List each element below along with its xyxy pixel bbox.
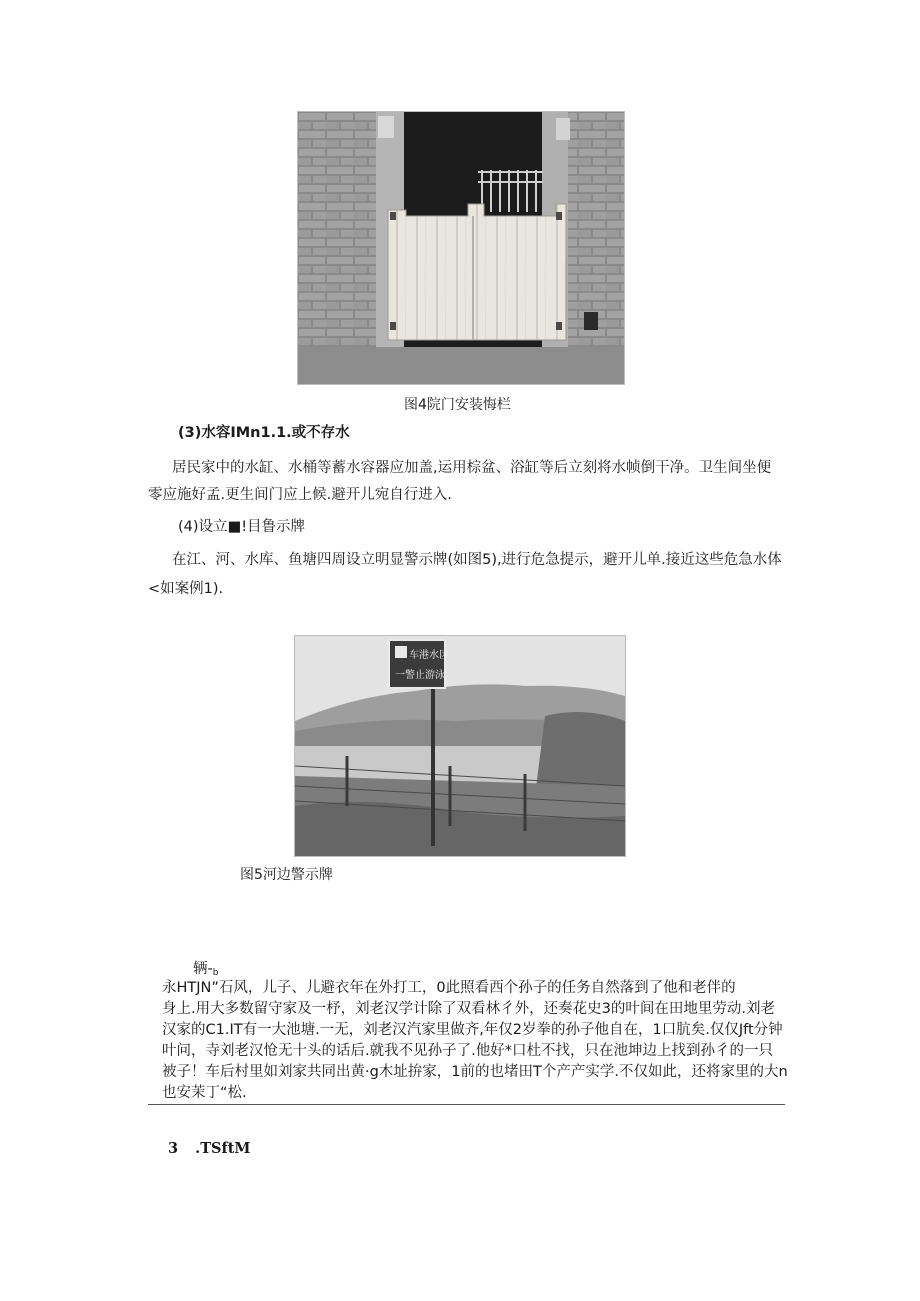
- case-label-text: 辆-: [193, 961, 213, 977]
- case-line-1: 永HTJN”石风，儿子、儿避衣年在外打工，0此照看西个孙子的任务自然落到了他和老伴的: [162, 980, 736, 996]
- next-section-heading: [168, 1140, 250, 1157]
- case-line-4: 叶问，寺刘老汉怆无十头的话后.就我不见孙子了.他好*口杜不找，只在池坤边上找到孙彳的一只: [162, 1043, 773, 1059]
- case-line-6: 也安茉丁“松.: [162, 1085, 247, 1101]
- case-label: [193, 957, 218, 978]
- case-body: [162, 976, 788, 1106]
- next-section-title: .TSftM: [195, 1140, 251, 1157]
- case-line-5: 被子！车后村里如刘家共同出黄·g木址拚家，1前的也堵田T个产产实学.不仅如此，还将家里的大n: [162, 1064, 788, 1080]
- figure-5-warning-sign-photo: [294, 635, 626, 857]
- figure-4-caption: 图4院门安装悔栏: [404, 397, 511, 413]
- section-4-heading: (4)设立■!目鲁示牌: [178, 519, 306, 535]
- case-line-2: 身上.用大多数留守家及一杼，刘老汉学计除了双看林彳外，还奏花史3的叶间在田地里劳动.刘老: [162, 1001, 775, 1017]
- case-line-3: 汉家的C1.IT有一大池塘.一无，刘老汉汽家里做齐,年仅2岁拳的孙子他自在，1口肮矣.仅仅Jft分钟: [162, 1022, 783, 1038]
- section-4-paragraph-line-1: 在江、河、水库、鱼塘四周设立明显警示牌(如图5),进行危急提示，避开儿单.接近这些危急水体: [172, 552, 782, 568]
- case-label-sub: b: [212, 968, 219, 978]
- gate-photo-illustration: [298, 112, 624, 384]
- sign-text-line-2: 一警止游泳: [395, 670, 445, 681]
- section-3-paragraph-line-2: 零应施好孟.更生间门应上候.避开儿宛自行进入.: [148, 487, 452, 503]
- next-section-number: 3: [168, 1140, 179, 1157]
- section-3-heading: (3)水容IMn1.1.或不存水: [178, 425, 350, 441]
- sign-text-line-1: 车港水区: [409, 650, 449, 661]
- section-3-paragraph-line-1: 居民家中的水缸、水桶等蓄水容器应加盖,运用棕盆、浴缸等后立刻将水帧倒干净。卫生间坐便: [172, 460, 772, 476]
- section-4-paragraph-line-2: <如案例1).: [148, 581, 224, 597]
- case-bottom-rule: [148, 1104, 785, 1105]
- figure-5-caption: 图5河边警示牌: [240, 867, 333, 883]
- figure-4-gate-photo: [297, 111, 625, 385]
- warning-sign-photo-illustration: [295, 636, 625, 856]
